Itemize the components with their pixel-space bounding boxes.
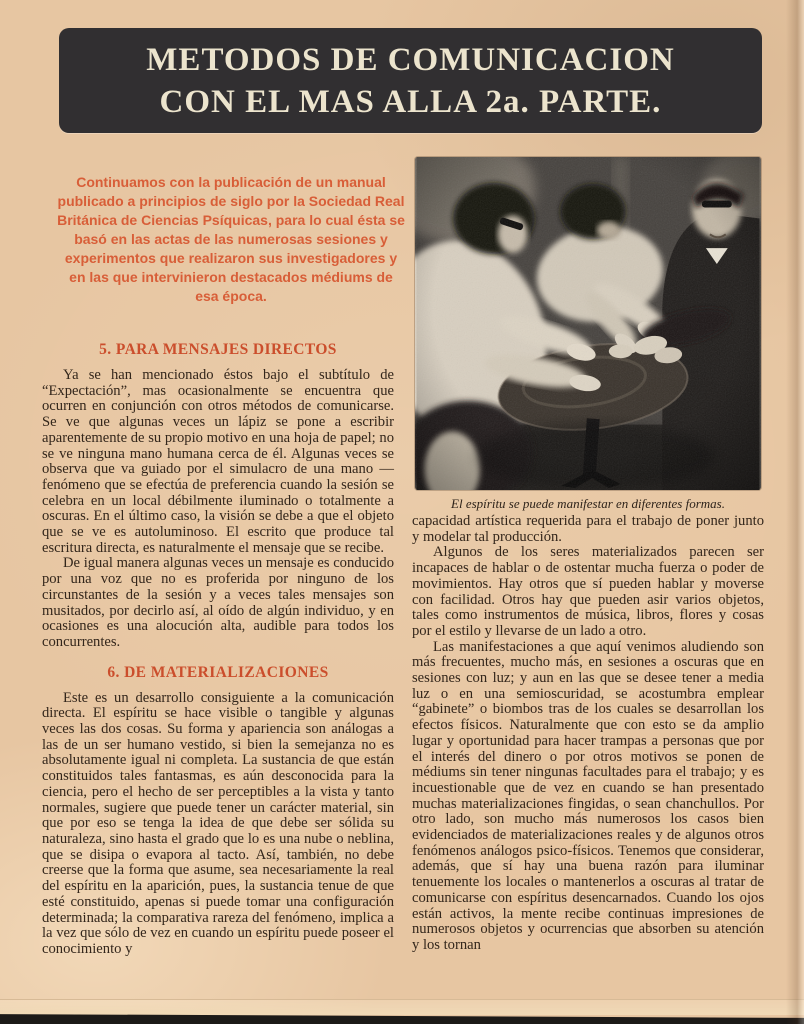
right-column bbox=[412, 514, 764, 954]
body-paragraph: Este es un desarrollo consiguiente a la comunicación directa. El espíritu se hace visible o tangible y algunas veces las dos cosas. Su forma y apariencia son análogas a las de un ser humano vestido, si bien la semejanza no es absolutamente igual ni completa. La sustancia de que están constituidos tales fantasmas, es aún desconocida para la ciencia, pero el hecho de ser perceptibles a la vista y tanto normales, sugiere que puede tener un carácter material, sin que por eso se tenga la idea de que debe ser sólida su naturaleza, sino hasta el grado que lo es una nube o neblina, que se disipa o evapora al tacto. Así, también, no debe creerse que la forma que asume, sea necesariamente la real del espíritu en la aparición, pues, la sustancia tenue de que esté constituido, apenas si puede tomar una configuración determinada; la comparativa rareza del fenómeno, implica a la vez que sólo de vez en cuando un espíritu puede poseer el conocimiento y bbox=[42, 689, 394, 957]
page-curl-edge bbox=[0, 999, 804, 1015]
section-heading-6: 6. DE MATERIALIZACIONES bbox=[107, 663, 329, 681]
section-heading-5: 5. PARA MENSAJES DIRECTOS bbox=[99, 341, 337, 358]
photo-caption: El espíritu se puede manifestar en diferentes formas. bbox=[451, 496, 725, 511]
body-paragraph: capacidad artística requerida para el trabajo de poner junto y modelar tal producción. bbox=[412, 513, 764, 545]
body-paragraph: Ya se han mencionado éstos bajo el subtítulo de “Expectación”, mas ocasionalmente se encuentra que ocurren en conjunción con otros métodos de comunicarse. Se ve que algunas veces un lápiz se pone a escribir aparentemente de su propio motivo en una hoja de papel; no se ve ninguna mano humana cerca de él. Algunas veces se observa que va guiado por el simulacro de una mano —fenómeno que se efectúa de preferencia cuando la sesión se celebra en un local débilmente iluminado o totalmente a oscuras. En el último caso, la visión se debe a que el objeto que se ve es autoluminoso. El escrito que produce tal escritura directa, es naturalmente el mensaje que se recibe. bbox=[42, 367, 394, 556]
left-column bbox=[42, 341, 394, 958]
title-banner bbox=[59, 28, 762, 133]
page-right-shadow bbox=[786, 0, 804, 1024]
seance-photo bbox=[415, 157, 761, 490]
body-paragraph: Las manifestaciones a que aquí venimos aludiendo son más frecuentes, mucho más, en sesiones a oscuras que en sesiones con luz; y aun en las que se desee tener a media luz o en una semioscuridad, se acostumbra emplear “gabinete” o biombos tras de los cuales se desarrollan los efectos físicos. Naturalmente que con esto se da amplio lugar y oportunidad para hacer trampas a personas que por el interés del dinero o por otros motivos se ponen de médiums sin tener ningunas facultades para el trabajo; y es incuestionable que de vez en cuando se han presentado muchas materializaciones fingidas, o sean chanchullos. Por otro lado, son mucho más numerosos los casos bien evidenciados de materializaciones reales y de algunos otros fenómenos análogos psico-físicos. Tenemos que considerar, además, que sí hay una buena razón para iluminar tenuemente los locales o mantenerlos a oscuras al tratar de comunicarse con espíritus desencarnados. Cuando los ojos están activos, la mente recibe continuas impresiones de numerosos objetos y ocurrencias que absorben su atención y los tornan bbox=[412, 638, 764, 953]
seance-photo-illustration bbox=[415, 157, 761, 490]
body-paragraph: Algunos de los seres materializados parecen ser incapaces de hablar o de ostentar mucha fuerza o poder de movimientos. Hay otros que sí pueden hablar y moverse con facilidad. Otros hay que pueden asir varios objetos, tales como instrumentos de música, libros, flores y cosas por el estilo y llevarse de un lado a otro. bbox=[412, 544, 764, 639]
body-paragraph: De igual manera algunas veces un mensaje es conducido por una voz que no es proferida por ninguno de los circunstantes de la sesión y a veces tales mensajes son musitados, por decirlo así, al oído de algún individuo, y en ocasiones es una alocución alta, audible para todos los concurrentes. bbox=[42, 555, 394, 650]
intro-paragraph: Continuamos con la publicación de un manual publicado a principios de siglo por la Sociedad Real Británica de Ciencias Psíquicas, para lo cual ésta se basó en las actas de las numerosas sesiones y experimentos que realizaron sus investigadores y en las que intervinieron destacados médiums de esa época. bbox=[57, 174, 405, 304]
page-title-line1: METODOS DE COMUNICACION bbox=[146, 41, 675, 78]
page-title-line2: CON EL MAS ALLA 2a. PARTE. bbox=[159, 83, 662, 120]
